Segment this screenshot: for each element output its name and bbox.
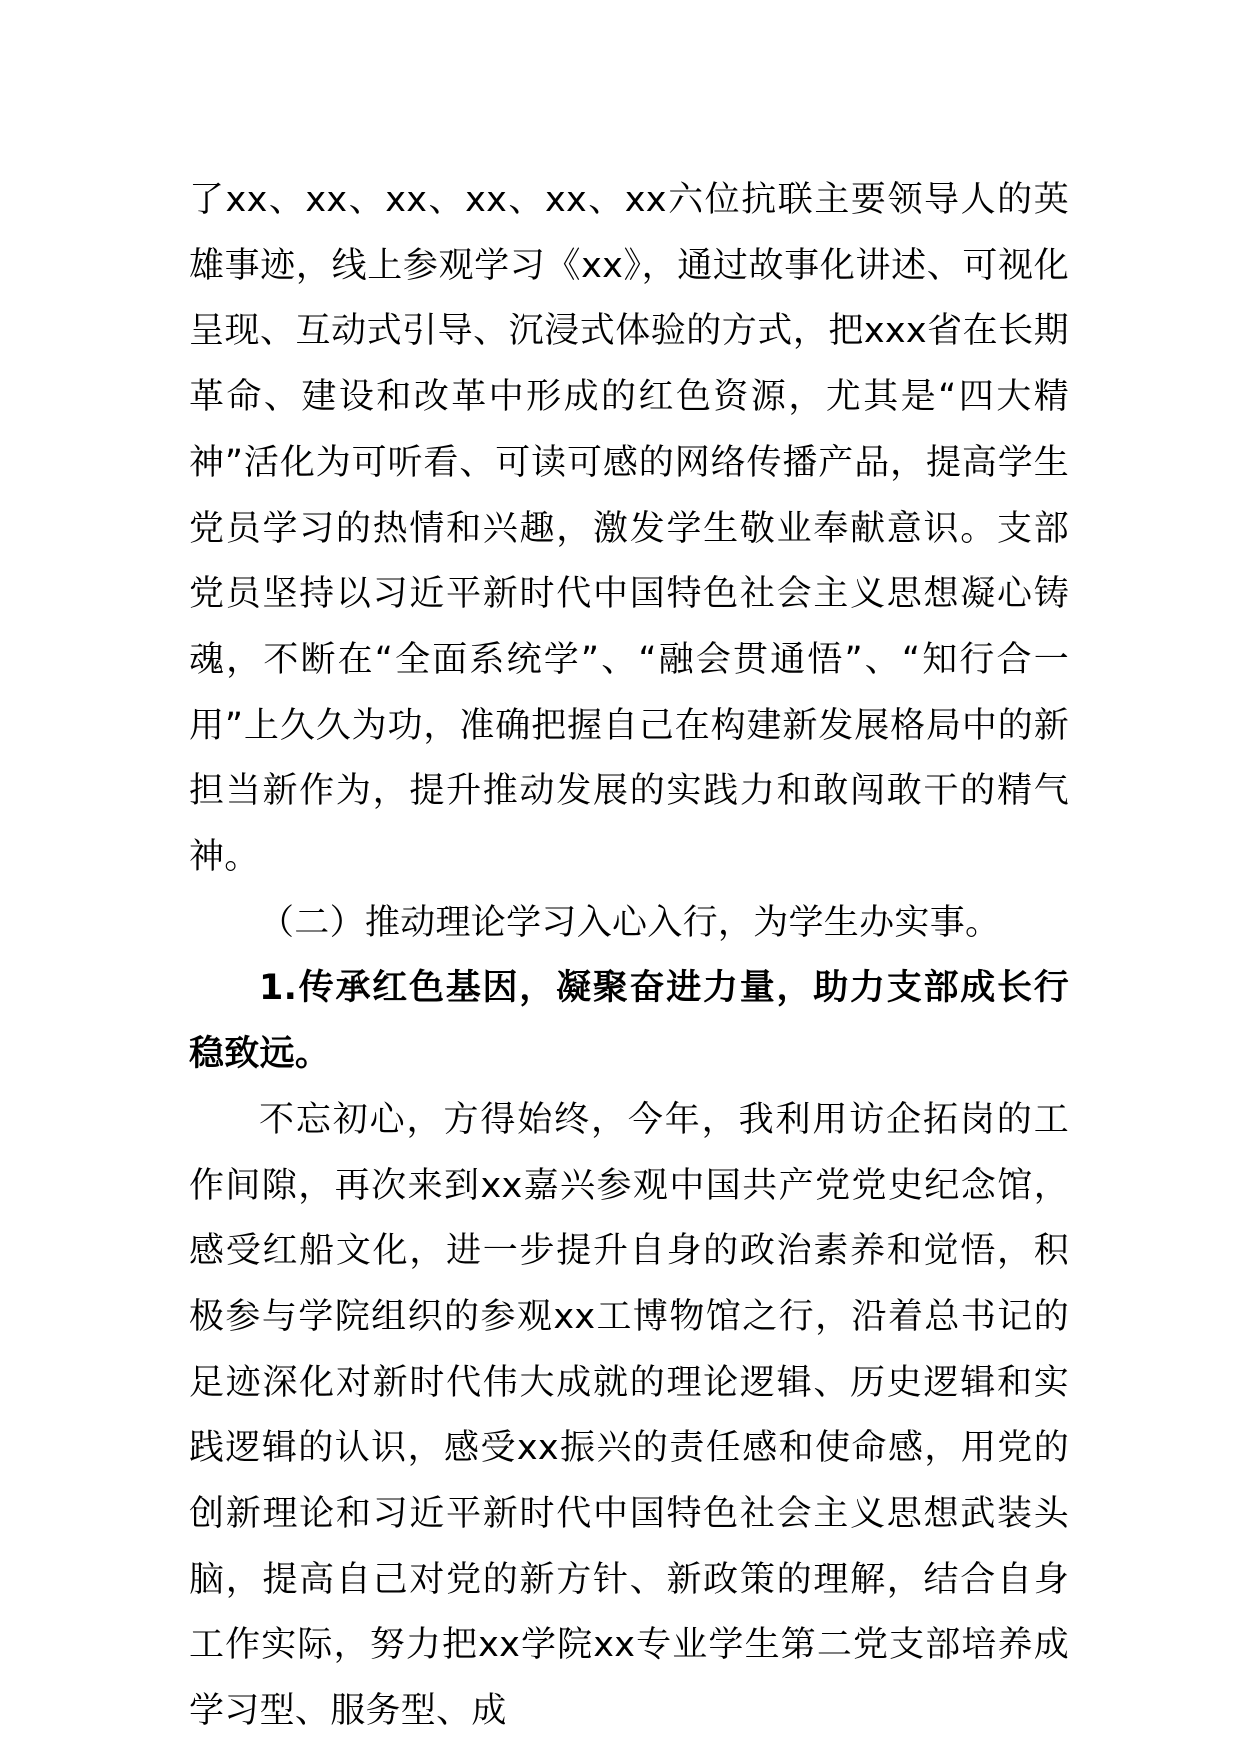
paragraph-body: 不忘初心，方得始终，今年，我利用访企拓岗的工作间隙，再次来到xx嘉兴参观中国共产党党史纪念馆，感受红船文化，进一步提升自身的政治素养和觉悟，积极参与学院组织的参观xx工博物馆之行，沿着总书记的足迹深化对新时代伟大成就的理论逻辑、历史逻辑和实践逻辑的认识，感受xx振兴的责任感和使命感，用党的创新理论和习近平新时代中国特色社会主义思想武装头脑，提高自己对党的新方针、新政策的理解，结合自身工作实际，努力把xx学院xx专业学生第二党支部培养成学习型、服务型、成 — [189, 1099, 1069, 1732]
document-body — [189, 168, 1069, 1745]
subsection-heading: 1.传承红色基因，凝聚奋进力量，助力支部成长行稳致远。 — [189, 968, 1069, 1075]
paragraph-continued: 了xx、xx、xx、xx、xx、xx六位抗联主要领导人的英雄事迹，线上参观学习《xx》，通过故事化讲述、可视化呈现、互动式引导、沉浸式体验的方式，把xxx省在长期革命、建设和改革中形成的红色资源，尤其是“四大精神”活化为可听看、可读可感的网络传播产品，提高学生党员学习的热情和兴趣，激发学生敬业奉献意识。支部党员坚持以习近平新时代中国特色社会主义思想凝心铸魂，不断在“全面系统学”、“融会贯通悟”、“知行合一用”上久久为功，准确把握自己在构建新发展格局中的新担当新作为，提升推动发展的实践力和敢闯敢干的精气神。 — [189, 180, 1069, 878]
section-heading: （二）推动理论学习入心入行，为学生办实事。 — [259, 902, 1001, 943]
